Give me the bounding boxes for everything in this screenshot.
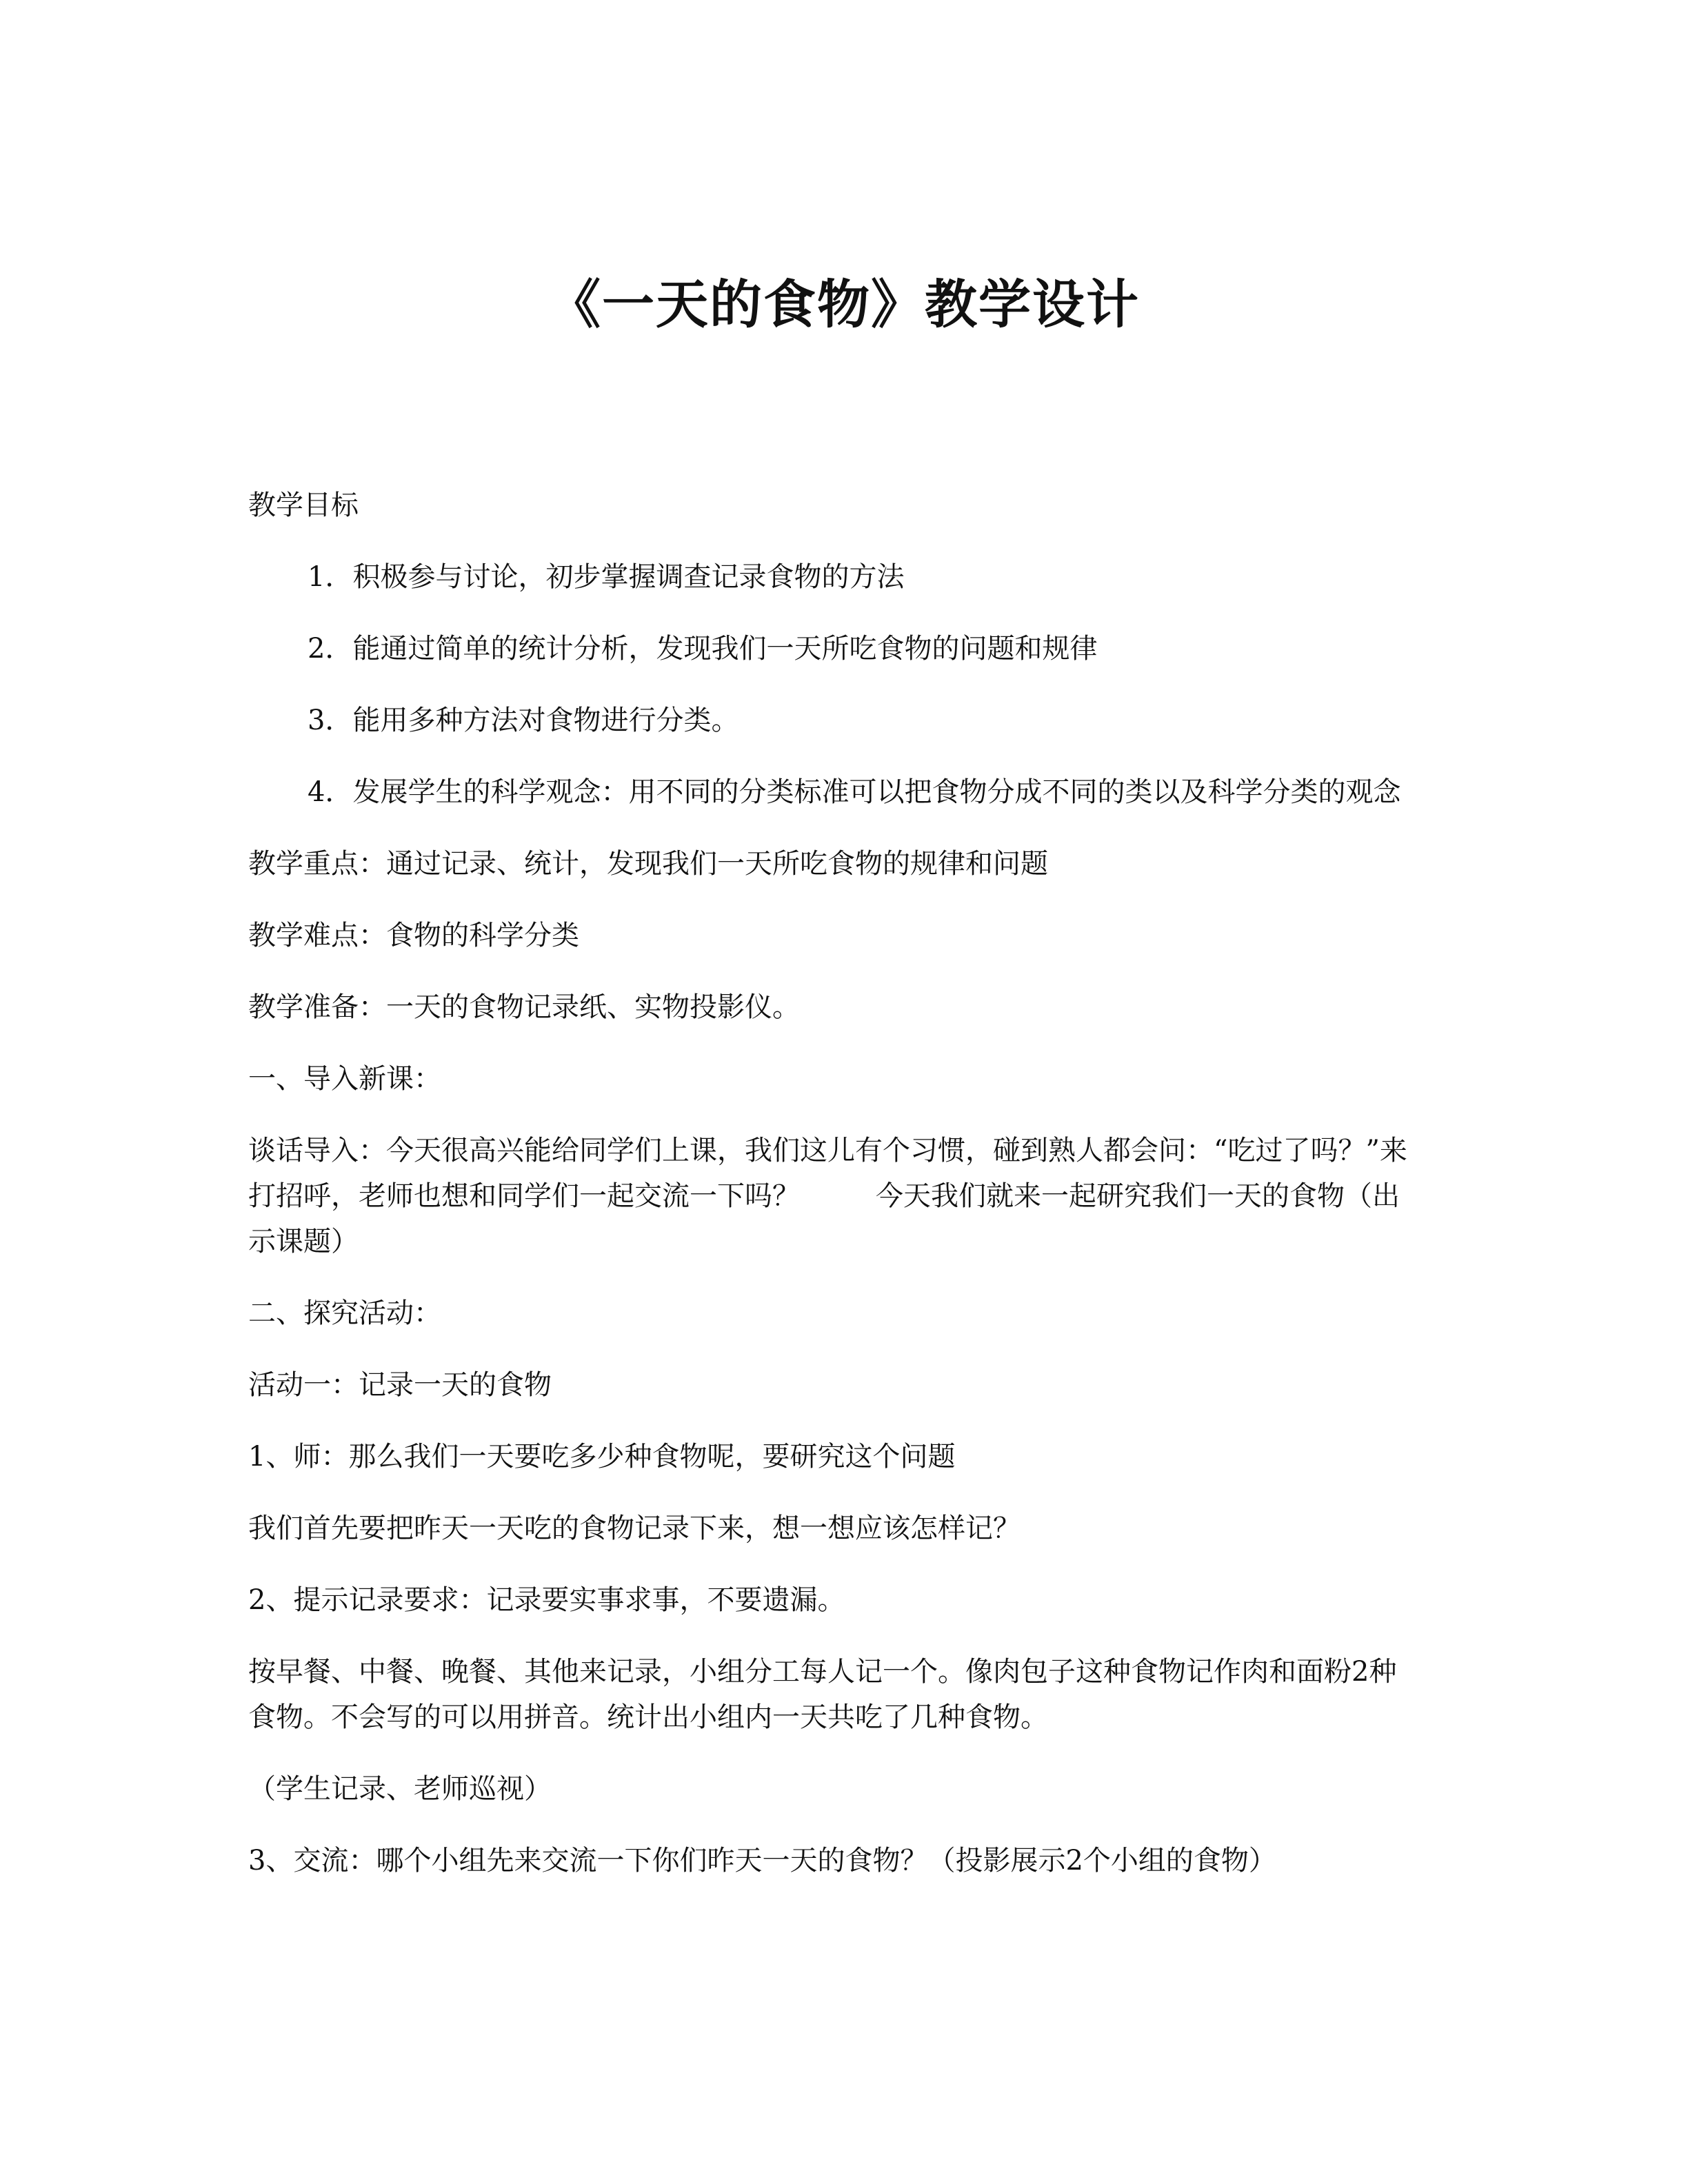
objective-item: 3．能用多种方法对食物进行分类。	[308, 705, 739, 736]
objectives-heading: 教学目标	[248, 489, 359, 521]
preparation: 教学准备：一天的食物记录纸、实物投影仪。	[248, 991, 800, 1023]
intro-paragraph	[248, 1128, 1420, 1264]
objective-item: 4．发展学生的科学观念：用不同的分类标准可以把食物分成不同的类以及科学分类的观念	[308, 776, 1401, 808]
objective-item: 1．积极参与讨论，初步掌握调查记录食物的方法	[308, 561, 905, 593]
difficulty: 教学难点：食物的科学分类	[248, 920, 579, 951]
document-body	[248, 483, 1420, 1910]
step-3: 3、交流：哪个小组先来交流一下你们昨天一天的食物？（投影展示2个小组的食物）	[248, 1845, 1276, 1877]
intro-part2: 今天我们就来一起研究我们一天的食物（出示课题）	[248, 1180, 1400, 1257]
document-title: 《一天的食物》教学设计	[548, 274, 1140, 335]
section-heading-intro: 一、导入新课：	[248, 1063, 441, 1095]
key-point: 教学重点：通过记录、统计，发现我们一天所吃食物的规律和问题	[248, 848, 1048, 880]
step-2-note: （学生记录、老师巡视）	[248, 1773, 552, 1805]
step-2: 2、提示记录要求：记录要实事求事，不要遗漏。	[248, 1584, 845, 1616]
step-2-continued: 按早餐、中餐、晚餐、其他来记录，小组分工每人记一个。像肉包子这种食物记作肉和面粉2种食物。不会写的可以用拼音。统计出小组内一天共吃了几种食物。	[248, 1656, 1397, 1733]
intro-part1: 谈话导入：今天很高兴能给同学们上课，我们这儿有个习惯，碰到熟人都会问：“吃过了吗？”来打招呼，老师也想和同学们一起交流一下吗？	[248, 1135, 1407, 1212]
step-1-continued: 我们首先要把昨天一天吃的食物记录下来，想一想应该怎样记？	[248, 1513, 1021, 1544]
activity-heading: 活动一：记录一天的食物	[248, 1369, 552, 1401]
section-heading-inquiry: 二、探究活动：	[248, 1297, 441, 1329]
objective-item: 2．能通过简单的统计分析，发现我们一天所吃食物的问题和规律	[308, 633, 1098, 665]
step-1: 1、师：那么我们一天要吃多少种食物呢，要研究这个问题	[248, 1441, 956, 1473]
